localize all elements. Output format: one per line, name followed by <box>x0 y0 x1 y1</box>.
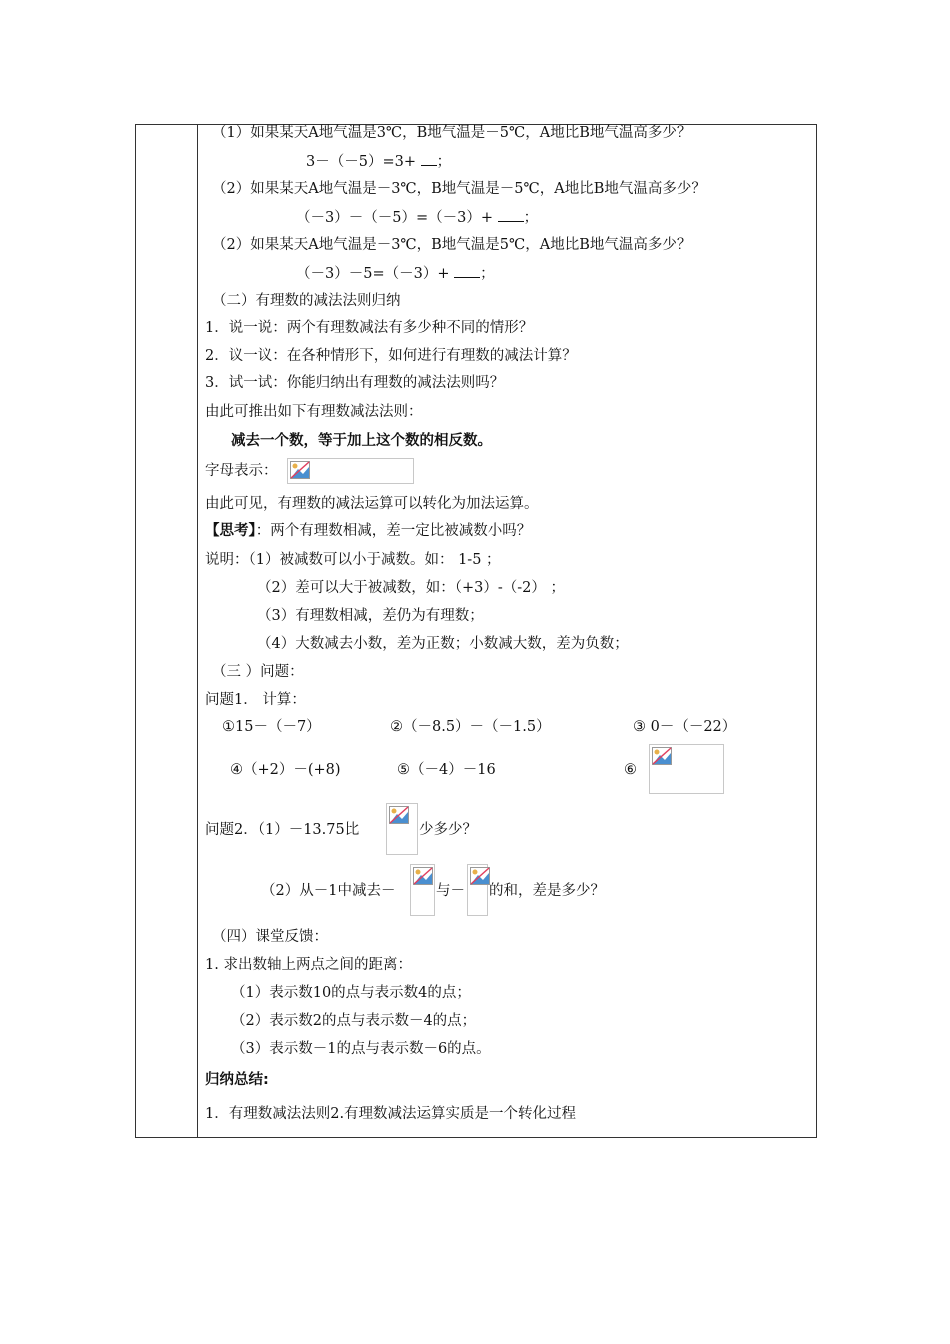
question-2: （2）如果某天A地气温是－3℃，B地气温是－5℃，A地比B地气温高多少？ <box>212 181 706 197</box>
explanation-4: （4）大数减去小数，差为正数；小数减大数，差为负数； <box>257 636 629 652</box>
section-4-heading: （四）课堂反馈： <box>212 929 328 945</box>
calc-6-image-icon <box>649 744 724 794</box>
calc-6: ⑥ <box>624 762 637 778</box>
answer-blank[interactable] <box>454 263 480 278</box>
calc-1: ①15－（－7） <box>222 719 321 735</box>
explanation-2: （2）差可以大于被减数，如：（+3）-（-2） ； <box>257 580 565 596</box>
feedback-1: 1. 求出数轴上两点之间的距离： <box>205 957 412 973</box>
problem-2-part-1-start: 问题2．（1）－13.75比 <box>205 822 360 838</box>
feedback-1b: （2）表示数2的点与表示数－4的点； <box>231 1013 477 1029</box>
answer-blank[interactable] <box>498 207 524 222</box>
semicolon: ； <box>480 266 495 282</box>
think-prompt <box>205 521 531 541</box>
question-3: （2）如果某天A地气温是－3℃，B地气温是5℃，A地比B地气温高多少？ <box>212 237 692 253</box>
summary-text: 1．有理数减法法则2.有理数减法运算实质是一个转化过程 <box>205 1106 577 1122</box>
semicolon: ； <box>436 154 452 170</box>
question-1-equation <box>306 151 451 172</box>
answer-blank[interactable] <box>421 151 437 166</box>
summary-heading: 归纳总结: <box>205 1072 269 1088</box>
fraction-image-icon <box>386 803 418 855</box>
column-divider <box>197 125 198 1137</box>
question-2-equation <box>296 207 538 228</box>
letter-expression-label: 字母表示： <box>205 463 278 479</box>
step-2: 2．议一议：在各种情形下，如何进行有理数的减法计算？ <box>205 348 577 364</box>
think-question: ：两个有理数相减，差一定比被减数小吗？ <box>255 523 532 539</box>
calc-4: ④（+2）－(+8) <box>230 762 341 778</box>
derive-text: 由此可推出如下有理数减法法则： <box>205 404 423 420</box>
calc-2: ②（－8.5）－（－1.5） <box>390 719 551 735</box>
subtraction-rule: 减去一个数，等于加上这个数的相反数。 <box>231 433 492 449</box>
problem-2-part-1-end: 少多少？ <box>419 822 477 838</box>
question-3-equation <box>296 263 495 284</box>
explanation-3: （3）有理数相减，差仍为有理数； <box>257 608 484 624</box>
problem-2-part-2-mid: 与－ <box>436 883 465 899</box>
section-2-heading: （二）有理数的减法法则归纳 <box>212 293 401 309</box>
explanation-1: 说明：（1）被减数可以小于减数。如： 1-5 ； <box>205 552 501 568</box>
question-1: （1）如果某天A地气温是3℃，B地气温是－5℃，A地比B地气温高多少？ <box>212 125 692 141</box>
fraction-image-icon <box>467 864 488 916</box>
step-3: 3．试一试：你能归纳出有理数的减法法则吗？ <box>205 375 505 391</box>
conclusion-text: 由此可见，有理数的减法运算可以转化为加法运算。 <box>205 496 539 512</box>
equation-text: （－3）－（－5）=（－3）+ <box>296 210 493 226</box>
formula-image-icon <box>287 458 414 484</box>
think-tag: 【思考】 <box>205 523 256 539</box>
problem-1-heading: 问题1． 计算： <box>205 692 306 708</box>
calc-5: ⑤（－4）－16 <box>397 762 496 778</box>
equation-text: （－3）－5=（－3）+ <box>296 266 450 282</box>
feedback-1a: （1）表示数10的点与表示数4的点； <box>231 985 471 1001</box>
problem-2-part-2-end: 的和，差是多少？ <box>489 883 605 899</box>
calc-3: ③ 0－（－22） <box>633 719 737 735</box>
semicolon: ； <box>523 210 539 226</box>
fraction-image-icon <box>410 864 435 916</box>
section-3-heading: （三 ）问题： <box>212 664 304 680</box>
problem-2-part-2-start: （2）从－1中减去－ <box>261 883 396 899</box>
equation-text: 3－（－5）=3+ <box>306 154 416 170</box>
feedback-1c: （3）表示数－1的点与表示数－6的点。 <box>231 1041 491 1057</box>
step-1: 1．说一说：两个有理数减法有多少种不同的情形？ <box>205 320 534 336</box>
